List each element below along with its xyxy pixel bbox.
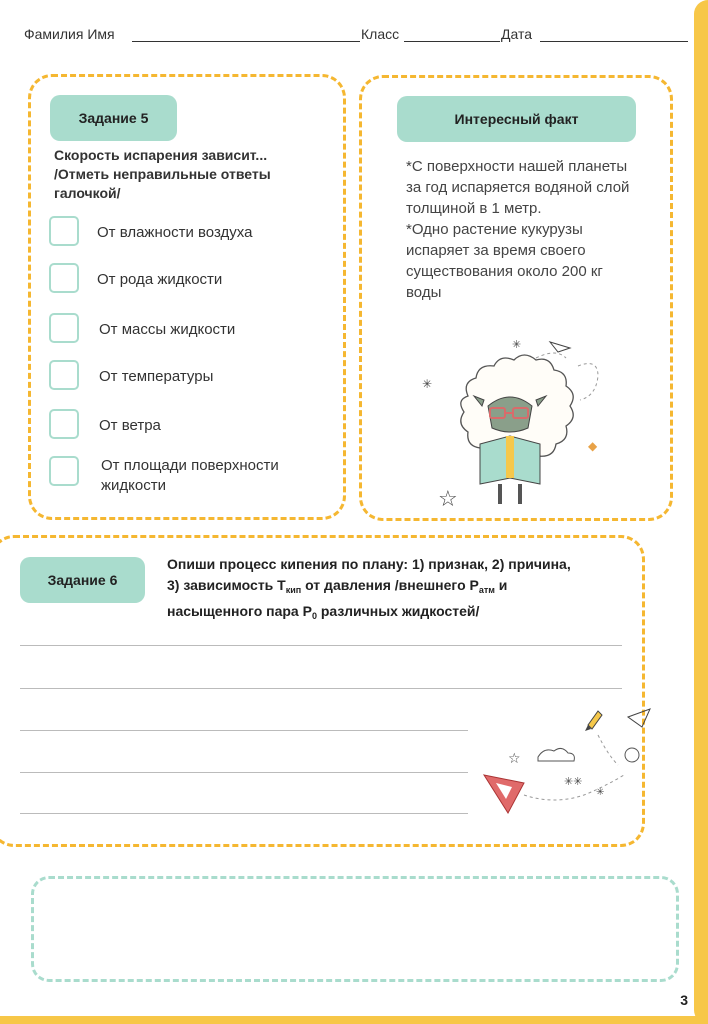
task5-option-label [101, 456, 279, 496]
date-field[interactable] [540, 41, 688, 42]
svg-text:✳: ✳ [512, 338, 522, 351]
answer-line[interactable] [20, 772, 468, 773]
task6-subscript: 0 [311, 611, 317, 621]
name-field[interactable] [132, 41, 360, 42]
task5-option [49, 409, 329, 443]
date-label: Дата [501, 26, 533, 42]
answer-line[interactable] [20, 730, 468, 731]
task5-option [49, 360, 329, 394]
fact-paragraph: *Одно растение кукурузы испаряет за время своего существования около 200 кг воды [406, 221, 603, 301]
fact-paragraph: *С поверхности нашей планеты за год испаряется водяной слой толщиной в 1 метр. [406, 158, 630, 217]
notes-box[interactable] [31, 876, 679, 982]
task5-question [54, 146, 324, 203]
task6-question-text: различных жидкостей/ [316, 603, 480, 619]
school-doodle-illustration [478, 705, 662, 827]
task6-subscript: кип [285, 585, 302, 595]
page-number: 3 [680, 992, 688, 1008]
task5-option-label-line: жидкости [101, 477, 166, 494]
task5-option [49, 216, 329, 250]
task5-option-label: От рода жидкости [97, 271, 223, 288]
task5-option-label-line: От площади поверхности [101, 457, 279, 474]
answer-line[interactable] [20, 813, 468, 814]
task5-checkbox[interactable] [49, 456, 79, 486]
task5-title: Задание 5 [50, 95, 177, 141]
task5-option-label: От массы жидкости [99, 321, 236, 338]
task6-subscript: атм [478, 585, 495, 595]
answer-line[interactable] [20, 645, 622, 646]
sheep-reading-illustration [420, 336, 620, 516]
task5-checkbox[interactable] [49, 216, 79, 246]
name-label: Фамилия Имя [24, 26, 115, 42]
task5-option-label: От температуры [99, 368, 214, 385]
task5-checkbox[interactable] [49, 263, 79, 293]
task5-option [49, 456, 329, 500]
svg-text:☆: ☆ [508, 751, 521, 767]
task5-option-label: От ветра [99, 417, 161, 434]
task6-title: Задание 6 [20, 557, 145, 603]
task5-question-line: Скорость испарения зависит... [54, 147, 268, 163]
class-field[interactable] [404, 41, 500, 42]
svg-text:✳✳: ✳✳ [564, 775, 583, 788]
task5-question-line: /Отметь неправильные ответы [54, 166, 271, 182]
task6-question [167, 554, 587, 627]
task5-checkbox[interactable] [49, 313, 79, 343]
task5-option [49, 313, 329, 347]
task5-checkbox[interactable] [49, 360, 79, 390]
svg-text:☆: ☆ [438, 487, 458, 512]
svg-text:✳: ✳ [596, 787, 605, 798]
task6-question-text: от давления /внешнего Р [301, 577, 479, 593]
page-frame-right-edge [694, 0, 708, 1024]
task6-question-text: и насыщенного пара Р [167, 577, 508, 619]
book [480, 436, 540, 484]
page-frame-bottom-edge [0, 1016, 708, 1024]
task5-checkbox[interactable] [49, 409, 79, 439]
answer-line[interactable] [20, 688, 622, 689]
svg-text:✳: ✳ [422, 377, 433, 391]
task6-question-text: Опиши процесс кипения по плану: 1) признак, 2) причина, 3) зависимость Т [167, 556, 571, 593]
svg-text:◆: ◆ [588, 439, 598, 453]
task5-option-label: От влажности воздуха [97, 224, 253, 241]
task5-question-line: галочкой/ [54, 185, 121, 201]
class-label: Класс [361, 26, 400, 42]
fact-text [406, 156, 631, 303]
header-fields [24, 26, 688, 48]
fact-title: Интересный факт [397, 96, 636, 142]
task5-option [49, 263, 329, 297]
